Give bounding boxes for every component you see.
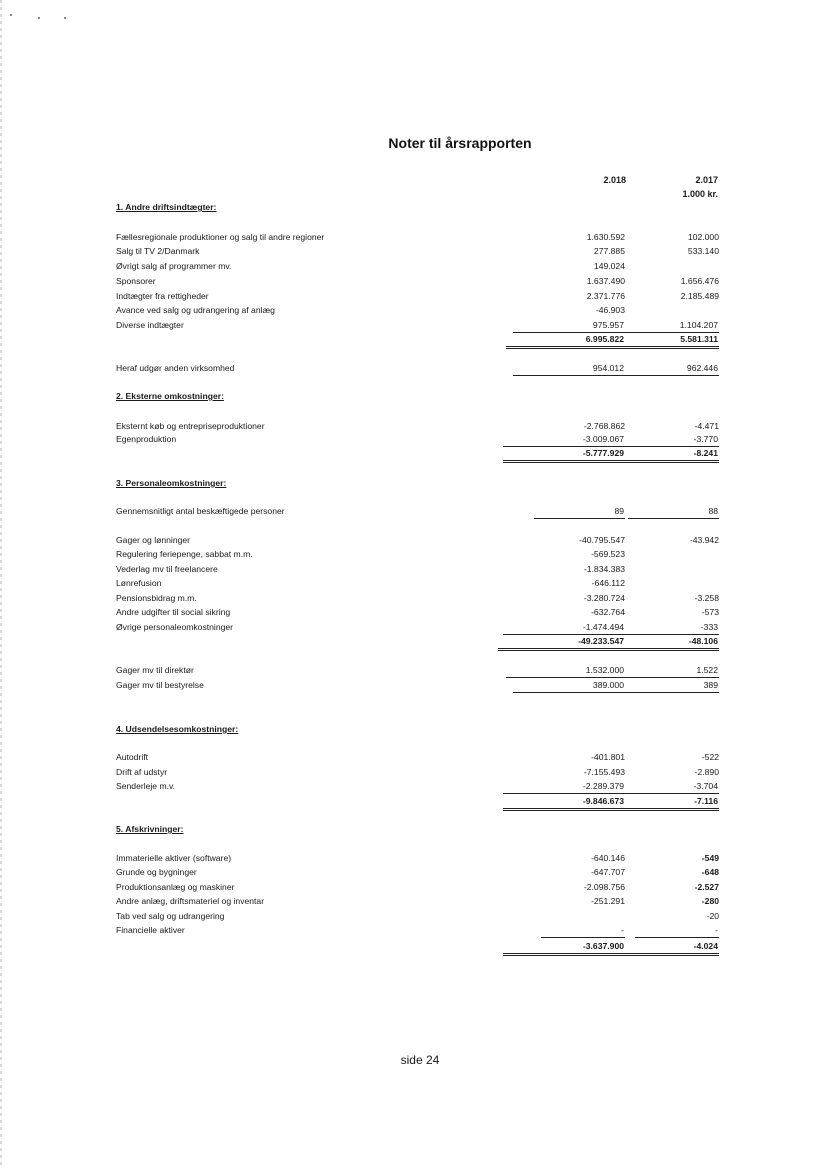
total-row: 6.995.822 5.581.311 [116,333,722,346]
total-row: -9.846.673 -7.116 [116,795,722,808]
page-title: Noter til årsrapporten [388,135,532,151]
table-row: Gennemsnitligt antal beskæftigede personer 89 88 [116,505,722,518]
header-unit: 1.000 kr. [682,189,718,199]
table-row: Pensionsbidrag m.m. -3.280.724 -3.258 [116,593,719,603]
total-row: -49.233.547 -48.106 [116,635,722,648]
scan-speck [38,17,40,19]
table-row: Gager mv til direktør 1.532.000 1.522 [116,664,722,677]
table-row: Salg til TV 2/Danmark 277.885 533.140 [116,246,719,256]
total-row: -3.637.900 -4.024 [116,940,722,953]
table-row: Financielle aktiver - - [116,924,722,937]
header-year-2018: 2.018 [603,175,626,185]
scan-speck [10,14,12,16]
scan-speck [64,17,66,19]
section-heading-4: 4. Udsendelsesomkostninger: [116,724,239,734]
total-row: -5.777.929 -8.241 [116,447,722,460]
table-row: Egenproduktion -3.009.067 -3.770 [116,433,722,446]
table-row: Immaterielle aktiver (software) -640.146 -549 [116,853,719,863]
table-row: Diverse indtægter 975.957 1.104.207 [116,319,722,332]
table-row: Fællesregionale produktioner og salg til andre regioner 1.630.592 102.000 [116,232,719,242]
table-row: Produktionsanlæg og maskiner -2.098.756 -2.527 [116,882,719,892]
table-row: Gager mv til bestyrelse 389.000 389 [116,679,722,692]
table-row: Senderleje m.v. -2.289.379 -3.704 [116,780,722,793]
table-row: Øvrige personaleomkostninger -1.474.494 -333 [116,621,722,634]
table-row: Eksternt køb og entrepriseproduktioner -2.768.862 -4.471 [116,421,719,431]
scan-edge [0,0,2,1169]
section-heading-2: 2. Eksterne omkostninger: [116,391,224,401]
section-heading-1: 1. Andre driftsindtægter: [116,202,217,212]
section-heading-5: 5. Afskrivninger: [116,824,184,834]
table-row: Autodrift -401.801 -522 [116,752,719,762]
table-row: Heraf udgør anden virksomhed 954.012 962.446 [116,362,722,375]
table-row: Lønrefusion -646.112 [116,578,625,588]
table-row: Øvrigt salg af programmer mv. 149.024 [116,261,625,271]
table-row: Andre anlæg, driftsmateriel og inventar -251.291 -280 [116,896,719,906]
table-row: Sponsorer 1.637.490 1.656.476 [116,276,719,286]
table-row: Gager og lønninger -40.795.547 -43.942 [116,535,719,545]
header-year-2017: 2.017 [695,175,718,185]
page-number: side 24 [400,1053,440,1067]
table-row: Regulering feriepenge, sabbat m.m. -569.523 [116,549,625,559]
table-row: Grunde og bygninger -647.707 -648 [116,867,719,877]
section-heading-3: 3. Personaleomkostninger: [116,478,227,488]
table-row: Drift af udstyr -7.155.493 -2.890 [116,767,719,777]
table-row: Indtægter fra rettigheder 2.371.776 2.185.489 [116,291,719,301]
table-row: Avance ved salg og udrangering af anlæg -46.903 [116,305,625,315]
table-row: Vederlag mv til freelancere -1.834.383 [116,564,625,574]
table-row: Tab ved salg og udrangering -20 [116,911,719,921]
table-row: Andre udgifter til social sikring -632.764 -573 [116,607,719,617]
